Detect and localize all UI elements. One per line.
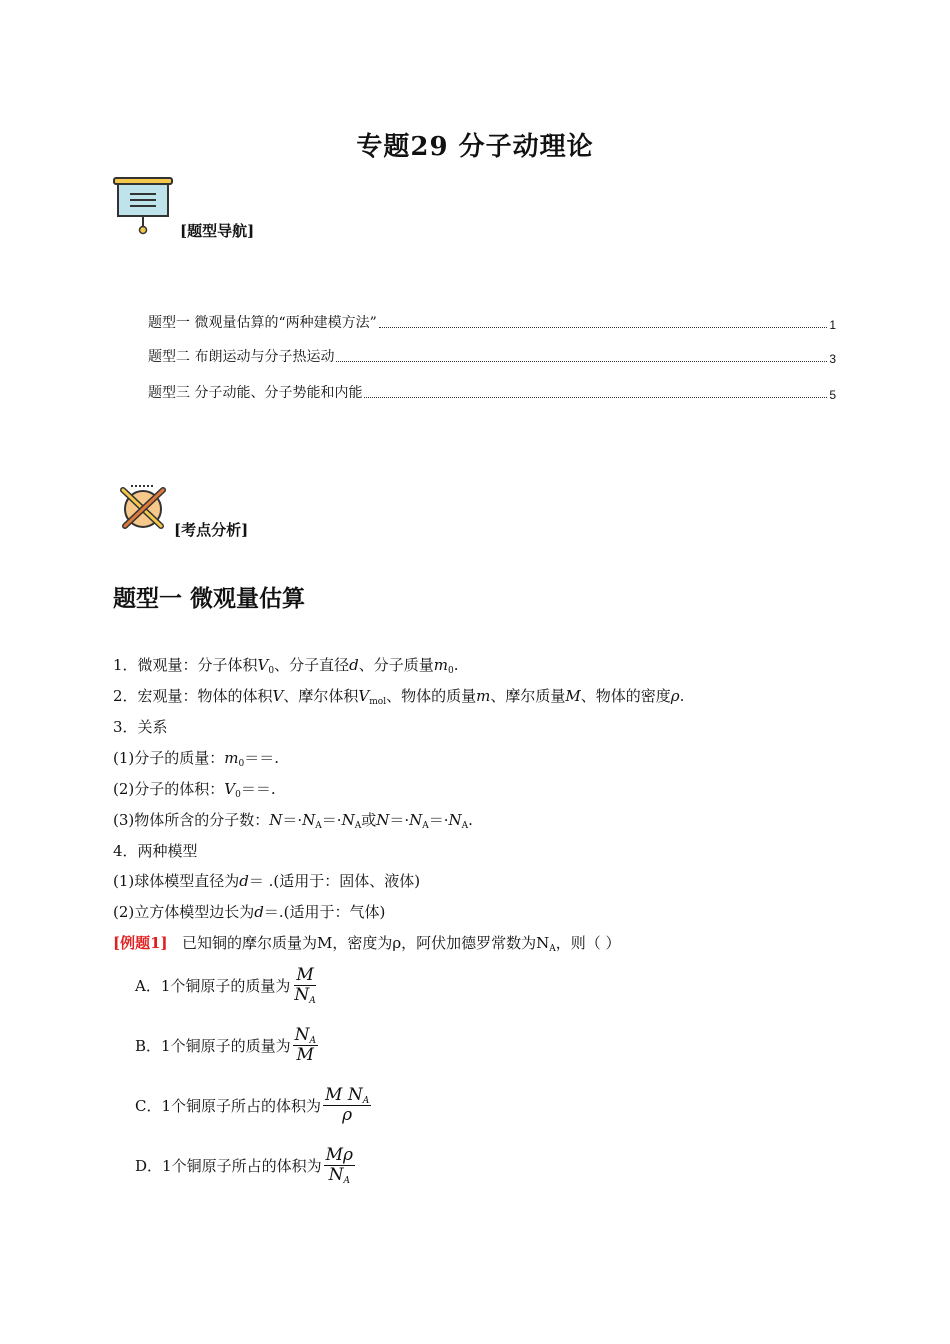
crossed-pencils-icon	[117, 482, 169, 532]
toc-page: 3	[829, 352, 836, 366]
analysis-label: [考点分析]	[174, 521, 249, 539]
option-d[interactable]: D．1个铜原子所占的体积为 $\frac{M\rho}{N_A}$	[135, 1145, 353, 1186]
example-question: [例题1] 已知铜的摩尔质量为M，密度为ρ，阿伏加德罗常数为$N_A$，则（ ）	[113, 934, 621, 954]
text-line: 1．微观量：分子体积$V_0$、分子直径d、分子质量$m_0$.	[113, 656, 459, 676]
text-line: (2)立方体模型边长为d＝.(适用于：气体)	[113, 903, 386, 921]
fraction: $\frac{M}{N_A}$	[294, 965, 316, 1006]
nav-label: [题型导航]	[180, 222, 255, 240]
fraction: $\frac{M N_A}{\rho}$	[325, 1085, 370, 1125]
text-line: (2)分子的体积：$V_0==$.	[113, 780, 276, 800]
text-line: (1)分子的质量：$m_0==$.	[113, 749, 279, 769]
text-line: (3)物体所含的分子数：$N=\cdot N_A=\cdot N_A$或$N=\cdot N_A=\cdot N_A$.	[113, 811, 473, 831]
toc-item[interactable]	[148, 382, 836, 402]
option-a[interactable]: A．1个铜原子的质量为 $\frac{M}{N_A}$	[135, 965, 316, 1006]
presentation-board-icon	[112, 176, 174, 236]
toc-label: 题型二 布朗运动与分子热运动	[148, 349, 335, 365]
option-b[interactable]: B．1个铜原子的质量为 $\frac{N_A}{M}$	[135, 1025, 316, 1065]
fraction: $\frac{N_A}{M}$	[294, 1025, 316, 1065]
text-line: (1)球体模型直径为d＝ .(适用于：固体、液体)	[113, 872, 421, 890]
toc-page: 1	[829, 318, 836, 332]
section-heading: 题型一 微观量估算	[113, 585, 306, 612]
example-tag: [例题1]	[113, 934, 168, 952]
option-c[interactable]: C．1个铜原子所占的体积为 $\frac{M N_A}{\rho}$	[135, 1085, 370, 1125]
text-line: 2．宏观量：物体的体积V、摩尔体积$V_{mol}$、物体的质量m、摩尔质量M、物体的密度ρ.	[113, 687, 685, 707]
page-title: 专题29 分子动理论	[356, 132, 594, 162]
toc-item[interactable]	[148, 346, 836, 366]
text-line: 3．关系	[113, 718, 168, 736]
toc-page: 5	[829, 388, 836, 402]
fraction: $\frac{M\rho}{N_A}$	[325, 1145, 353, 1186]
toc-label: 题型三 分子动能、分子势能和内能	[148, 385, 363, 401]
toc-label: 题型一 微观量估算的“两种建模方法”	[148, 315, 377, 331]
text-line: 4．两种模型	[113, 842, 198, 860]
toc-item[interactable]	[148, 312, 836, 332]
